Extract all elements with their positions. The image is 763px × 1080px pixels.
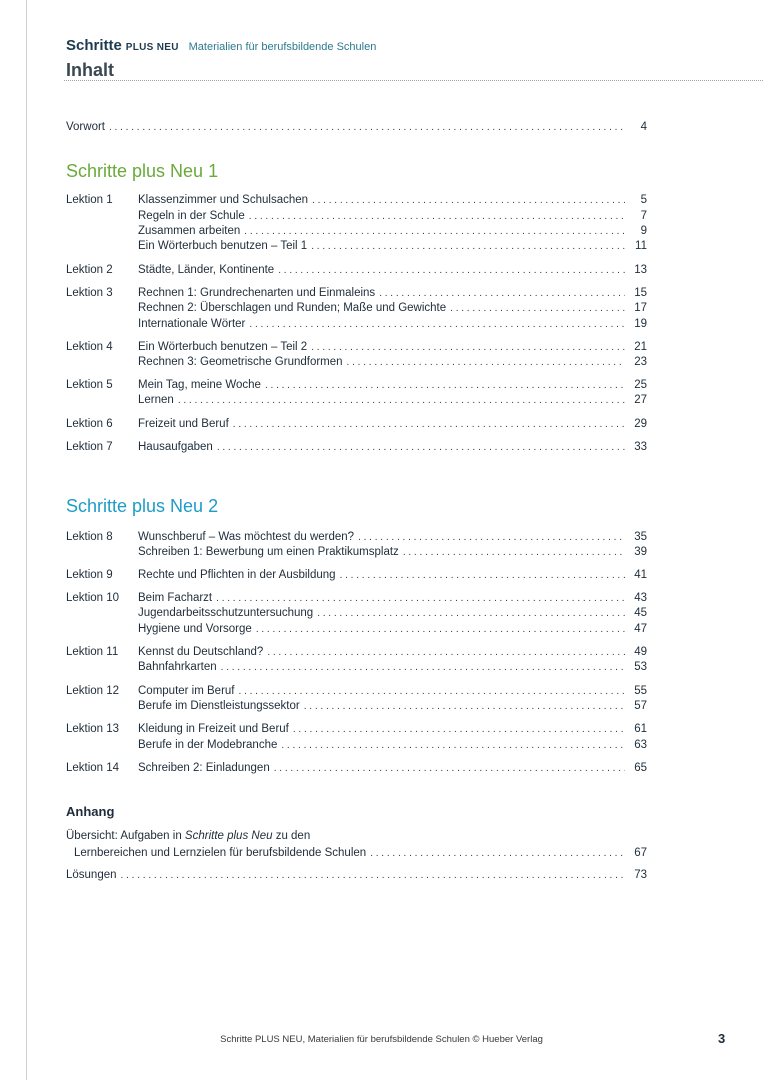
leader-dots [274,762,625,776]
lektion-label: Lektion 6 [66,418,113,430]
toc-entry[interactable] [66,317,647,332]
toc-entry-page: 45 [634,607,647,619]
leader-dots [450,302,625,316]
lektion-label: Lektion 1 [66,194,113,206]
toc-entry-title: Freizeit und Beruf [138,418,229,430]
leader-dots [293,723,625,737]
toc-entry-page: 41 [634,569,647,581]
toc-entry-page: 53 [634,661,647,673]
toc-entry-page: 19 [634,318,647,330]
toc-entry-page: 9 [640,225,647,237]
lektion-label: Lektion 12 [66,685,120,697]
lektion-label: Lektion 8 [66,531,113,543]
toc-entry[interactable] [66,645,647,660]
toc-entry-vorwort[interactable] [66,120,647,135]
toc-entry-page: 23 [634,356,647,368]
toc-entry-page: 11 [635,240,647,252]
brand-subtitle: PLUS NEU [125,42,179,53]
toc-entry-title: Berufe im Dienstleistungssektor [138,700,300,712]
brand-name: Schritte [66,37,122,54]
toc-entry-page: 63 [634,739,647,751]
lektion-label: Lektion 14 [66,762,120,774]
lektion-label: Lektion 3 [66,287,113,299]
toc-entry[interactable] [66,224,647,239]
toc-entry-title: Ein Wörterbuch benutzen – Teil 2 [138,341,308,353]
appendix-overview-line1 [66,829,310,843]
toc-entry-title: Lösungen [66,869,117,881]
toc-entry-title: Lernbereichen und Lernzielen für berufsbildende Schulen [74,847,367,859]
toc-entry-page: 4 [640,121,647,133]
toc-entry-title: Städte, Länder, Kontinente [138,264,275,276]
toc-entry-title: Klassenzimmer und Schulsachen [138,194,309,206]
toc-entry-title: Regeln in der Schule [138,210,245,222]
lektion-label: Lektion 4 [66,341,113,353]
leader-dots [239,685,625,699]
toc-entry-page: 7 [640,210,647,222]
toc-entry-solutions[interactable] [66,868,647,883]
toc-entry-title: Rechnen 1: Grundrechenarten und Einmaleins [138,287,376,299]
toc-entry[interactable] [66,209,647,224]
leader-dots [304,700,625,714]
toc-entry-title: Rechte und Pflichten in der Ausbildung [138,569,336,581]
toc-entry-page: 21 [634,341,647,353]
toc-entry-title: Kleidung in Freizeit und Beruf [138,723,289,735]
toc-entry[interactable] [66,622,647,637]
toc-entry[interactable] [66,378,647,393]
brand-line [66,36,763,57]
toc-entry-page: 35 [634,531,647,543]
toc-entry-page: 47 [634,623,647,635]
left-margin-rule [26,0,27,1080]
toc-entry-title: Rechnen 3: Geometrische Grundformen [138,356,343,368]
toc-entry-page: 5 [640,194,647,206]
toc-entry-title: Schreiben 1: Bewerbung um einen Praktikumsplatz [138,546,399,558]
leader-dots [403,546,625,560]
lektion-label: Lektion 7 [66,441,113,453]
toc-entry-title: Mein Tag, meine Woche [138,379,261,391]
lektion-label: Lektion 2 [66,264,113,276]
leader-dots [317,607,625,621]
lektion-label: Lektion 9 [66,569,113,581]
toc-entry[interactable] [66,660,647,675]
leader-dots [278,264,625,278]
toc-entry[interactable] [66,606,647,621]
toc-entry-title: Beim Facharzt [138,592,213,604]
toc-entry-page: 39 [634,546,647,558]
leader-dots [216,592,625,606]
leader-dots [121,869,625,883]
toc-entry[interactable] [66,301,647,316]
toc-entry-page: 13 [634,264,647,276]
toc-entry-page: 61 [634,723,647,735]
footer-text: Schritte PLUS NEU, Materialien für berufsbildende Schulen © Hueber Verlag [220,1034,543,1045]
leader-dots [233,418,625,432]
toc-entry[interactable] [66,699,647,714]
toc-entry[interactable] [66,591,647,606]
toc-entry-page: 33 [634,441,647,453]
toc-entry-page: 55 [634,685,647,697]
toc-entry[interactable] [66,530,647,545]
leader-dots [281,739,625,753]
lektion-label: Lektion 11 [66,646,119,658]
toc-entry-title: Zusammen arbeiten [138,225,241,237]
toc-entry[interactable] [66,193,647,208]
toc-entry-page: 25 [634,379,647,391]
toc-entry-title: Kennst du Deutschland? [138,646,264,658]
toc-entry-page: 73 [634,869,647,881]
toc-entry-title: Computer im Beruf [138,685,235,697]
toc-entry[interactable] [66,684,647,699]
leader-dots [311,240,625,254]
toc-entry[interactable] [66,355,647,370]
toc-entry[interactable] [66,393,647,408]
overview-prefix: Übersicht: Aufgaben in [66,830,185,842]
lektion-label: Lektion 10 [66,592,120,604]
toc-entry-title: Schreiben 2: Einladungen [138,762,270,774]
toc-entry-page: 15 [634,287,647,299]
leader-dots [370,847,625,861]
toc-entry-title: Hausaufgaben [138,441,213,453]
toc-entry-page: 27 [634,394,647,406]
toc-entry-title: Berufe in der Modebranche [138,739,278,751]
leader-dots [249,210,625,224]
toc-entry-title: Lernen [138,394,174,406]
toc-entry[interactable] [66,286,647,301]
appendix-title: Anhang [66,804,115,819]
toc-entry-page: 65 [634,762,647,774]
toc-entry[interactable] [66,440,647,455]
leader-dots [265,379,625,393]
toc-entry-title: Rechnen 2: Überschlagen und Runden; Maße und Gewichte [138,302,447,314]
page-number: 3 [718,1031,726,1046]
leader-dots [244,225,625,239]
toc-entry[interactable] [66,738,647,753]
toc-entry-title: Vorwort [66,121,105,133]
leader-dots [178,394,625,408]
leader-dots [256,623,625,637]
leader-dots [347,356,625,370]
leader-dots [267,646,625,660]
toc-entry[interactable] [66,545,647,560]
toc-entry[interactable] [66,239,647,254]
toc-entry-page: 67 [634,847,647,859]
toc-entry[interactable] [66,568,647,583]
toc-entry-title: Jugendarbeitsschutzuntersuchung [138,607,314,619]
leader-dots [217,441,625,455]
leader-dots [312,194,625,208]
overview-italic: Schritte plus Neu [184,830,273,842]
leader-dots [358,531,625,545]
lektion-label: Lektion 5 [66,379,113,391]
leader-dots [109,121,625,135]
toc-entry-title: Wunschberuf – Was möchtest du werden? [138,531,355,543]
section-title-1: Schritte plus Neu 1 [66,161,219,181]
toc-entry-page: 29 [634,418,647,430]
toc-entry-page: 57 [634,700,647,712]
toc-entry-page: 49 [634,646,647,658]
leader-dots [311,341,625,355]
leader-dots [221,661,625,675]
toc-entry-overview[interactable] [66,846,647,861]
toc-entry-title: Ein Wörterbuch benutzen – Teil 1 [138,240,308,252]
leader-dots [379,287,625,301]
header-divider [64,80,763,81]
toc-entry[interactable] [66,722,647,737]
section-title-2: Schritte plus Neu 2 [66,496,219,516]
overview-suffix: zu den [272,830,311,842]
toc-entry-title: Bahnfahrkarten [138,661,217,673]
page-title: Inhalt [66,60,114,80]
toc-entry-page: 43 [634,592,647,604]
leader-dots [340,569,625,583]
page-header [66,36,763,81]
brand-description: Materialien für berufsbildende Schulen [188,41,377,53]
toc-entry[interactable] [66,263,647,278]
toc-entry-page: 17 [634,302,647,314]
toc-entry-title: Internationale Wörter [138,318,246,330]
toc-entry[interactable] [66,761,647,776]
toc-entry[interactable] [66,340,647,355]
toc-entry-title: Hygiene und Vorsorge [138,623,252,635]
lektion-label: Lektion 13 [66,723,120,735]
toc-entry[interactable] [66,417,647,432]
leader-dots [249,318,625,332]
